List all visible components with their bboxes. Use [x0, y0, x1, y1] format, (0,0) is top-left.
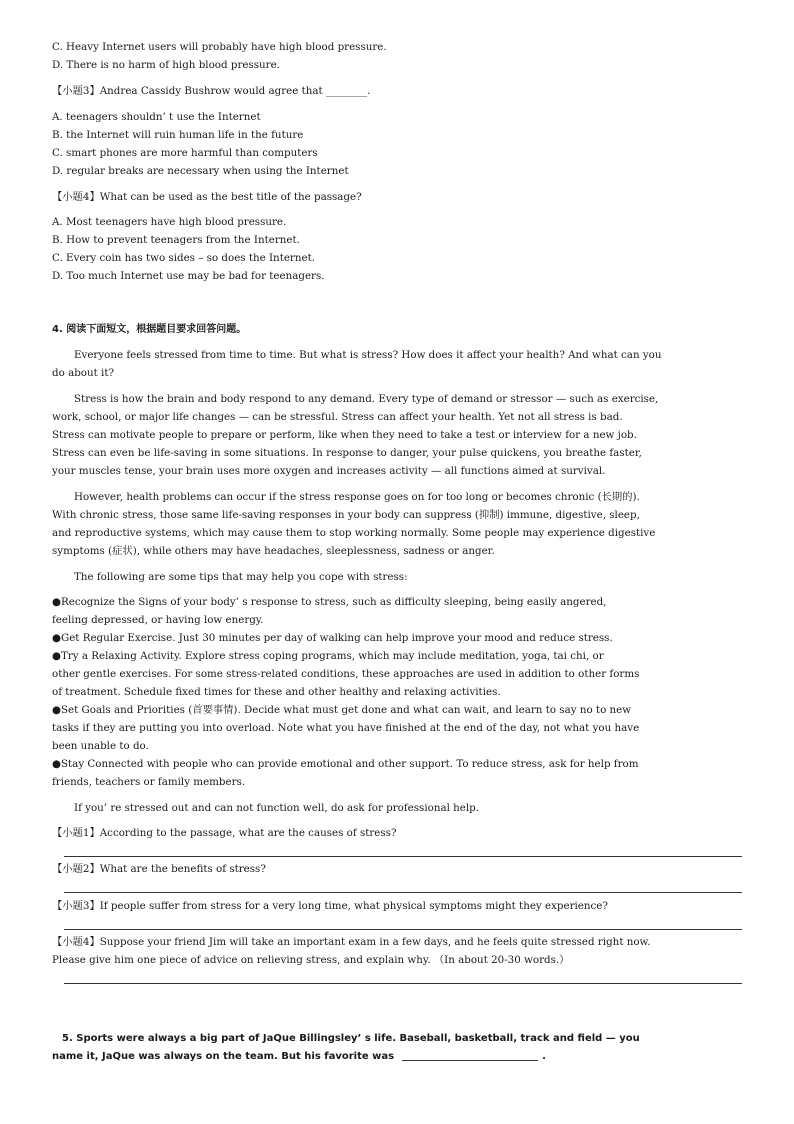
s4-para3-line: symptoms (症状), while others may have headaches, sleeplessness, sadness or anger.	[52, 545, 495, 557]
question-1: 【小题1】According to the passage, what are the causes of stress?	[52, 827, 397, 839]
tip-line: of treatment. Schedule fixed times for these and other healthy and relaxing activities.	[52, 686, 501, 698]
tip-line: been unable to do.	[52, 740, 149, 752]
q4-option-b: B. How to prevent teenagers from the Internet.	[52, 234, 300, 246]
answer-line-2[interactable]	[64, 892, 742, 893]
tip-line: ●Try a Relaxing Activity. Explore stress coping programs, which may include meditation, yoga, tai chi, or	[52, 650, 604, 662]
question-4: 【小题4】Suppose your friend Jim will take an important exam in a few days, and he feels quite stressed right now.	[52, 936, 651, 948]
tip-line: other gentle exercises. For some stress-related conditions, these approaches are used in addition to other forms	[52, 668, 640, 680]
s4-para2-line: Stress can motivate people to prepare or perform, like when they need to take a test or interview for a new job.	[52, 429, 637, 441]
tip-line: ●Recognize the Signs of your body’ s response to stress, such as difficulty sleeping, being easily angered,	[52, 596, 607, 608]
tip-line: feeling depressed, or having low energy.	[52, 614, 264, 626]
question-3: 【小题3】If people suffer from stress for a very long time, what physical symptoms might they experience?	[52, 900, 608, 912]
q3-option-d: D. regular breaks are necessary when using the Internet	[52, 165, 349, 177]
s4-para3-line: However, health problems can occur if the stress response goes on for too long or becomes chronic (长期的).	[74, 491, 640, 503]
answer-line-1[interactable]	[64, 856, 742, 857]
q2-option-d: D. There is no harm of high blood pressure.	[52, 59, 280, 71]
s4-para1-line: Everyone feels stressed from time to time. But what is stress? How does it affect your health? And what can you	[74, 349, 662, 361]
q2-option-c: C. Heavy Internet users will probably have high blood pressure.	[52, 41, 387, 53]
s4-para2-line: Stress can even be life-saving in some situations. In response to danger, your pulse quickens, you breathe faster,	[52, 447, 642, 459]
question-2: 【小题2】What are the benefits of stress?	[52, 863, 266, 875]
q4-stem: 【小题4】What can be used as the best title of the passage?	[52, 191, 362, 203]
q3-stem: 【小题3】Andrea Cassidy Bushrow would agree that ________.	[52, 85, 371, 97]
tips-intro: The following are some tips that may help you cope with stress:	[74, 571, 408, 583]
tip-line: ●Set Goals and Priorities (首要事情). Decide what must get done and what can wait, and learn to say no to new	[52, 704, 632, 716]
q3-option-a: A. teenagers shouldn’ t use the Internet	[52, 111, 261, 123]
tip-line: ●Get Regular Exercise. Just 30 minutes per day of walking can help improve your mood and reduce stress.	[52, 632, 613, 644]
s4-para1-line: do about it?	[52, 367, 114, 379]
s4-para2-line: Stress is how the brain and body respond to any demand. Every type of demand or stressor — such as exercise,	[74, 393, 659, 405]
q3-option-b: B. the Internet will ruin human life in the future	[52, 129, 304, 141]
tip-line: ●Stay Connected with people who can provide emotional and other support. To reduce stress, ask for help from	[52, 758, 639, 770]
answer-line-3[interactable]	[64, 929, 742, 930]
s4-para2-line: your muscles tense, your brain uses more oxygen and increases activity — all functions aimed at survival.	[52, 465, 606, 477]
section4-heading: 4. 阅读下面短文，根据题目要求回答问题。	[52, 324, 247, 335]
answer-line-4[interactable]	[64, 983, 742, 984]
question-4-cont: Please give him one piece of advice on relieving stress, and explain why. （In about 20-30 words.）	[52, 954, 570, 966]
s4-para3-line: and reproductive systems, which may cause them to stop working normally. Some people may experience digestive	[52, 527, 656, 539]
tip-line: tasks if they are putting you into overload. Note what you have finished at the end of the day, not what you have	[52, 722, 640, 734]
section5-line2	[52, 1048, 742, 1066]
s4-para2-line: work, school, or major life changes — can be stressful. Stress can affect your health. Yet not all stress is bad.	[52, 411, 623, 423]
tip-line: friends, teachers or family members.	[52, 776, 246, 788]
q4-option-d: D. Too much Internet use may be bad for teenagers.	[52, 270, 325, 282]
q3-option-c: C. smart phones are more harmful than computers	[52, 147, 318, 159]
s4-para3-line: With chronic stress, those same life-saving responses in your body can suppress (抑制) immune, digestive, sleep,	[52, 509, 640, 521]
q4-option-c: C. Every coin has two sides – so does the Internet.	[52, 252, 315, 264]
section5-period: .	[542, 1051, 546, 1062]
fill-in-blank[interactable]	[402, 1049, 538, 1061]
q4-option-a: A. Most teenagers have high blood pressure.	[52, 216, 287, 228]
section5-line2-text: name it, JaQue was always on the team. But his favorite was	[52, 1051, 395, 1062]
section5-line1: 5. Sports were always a big part of JaQue Billingsley’ s life. Baseball, basketball, track and field — you	[62, 1033, 640, 1044]
closing-line: If you’ re stressed out and can not function well, do ask for professional help.	[74, 802, 480, 814]
